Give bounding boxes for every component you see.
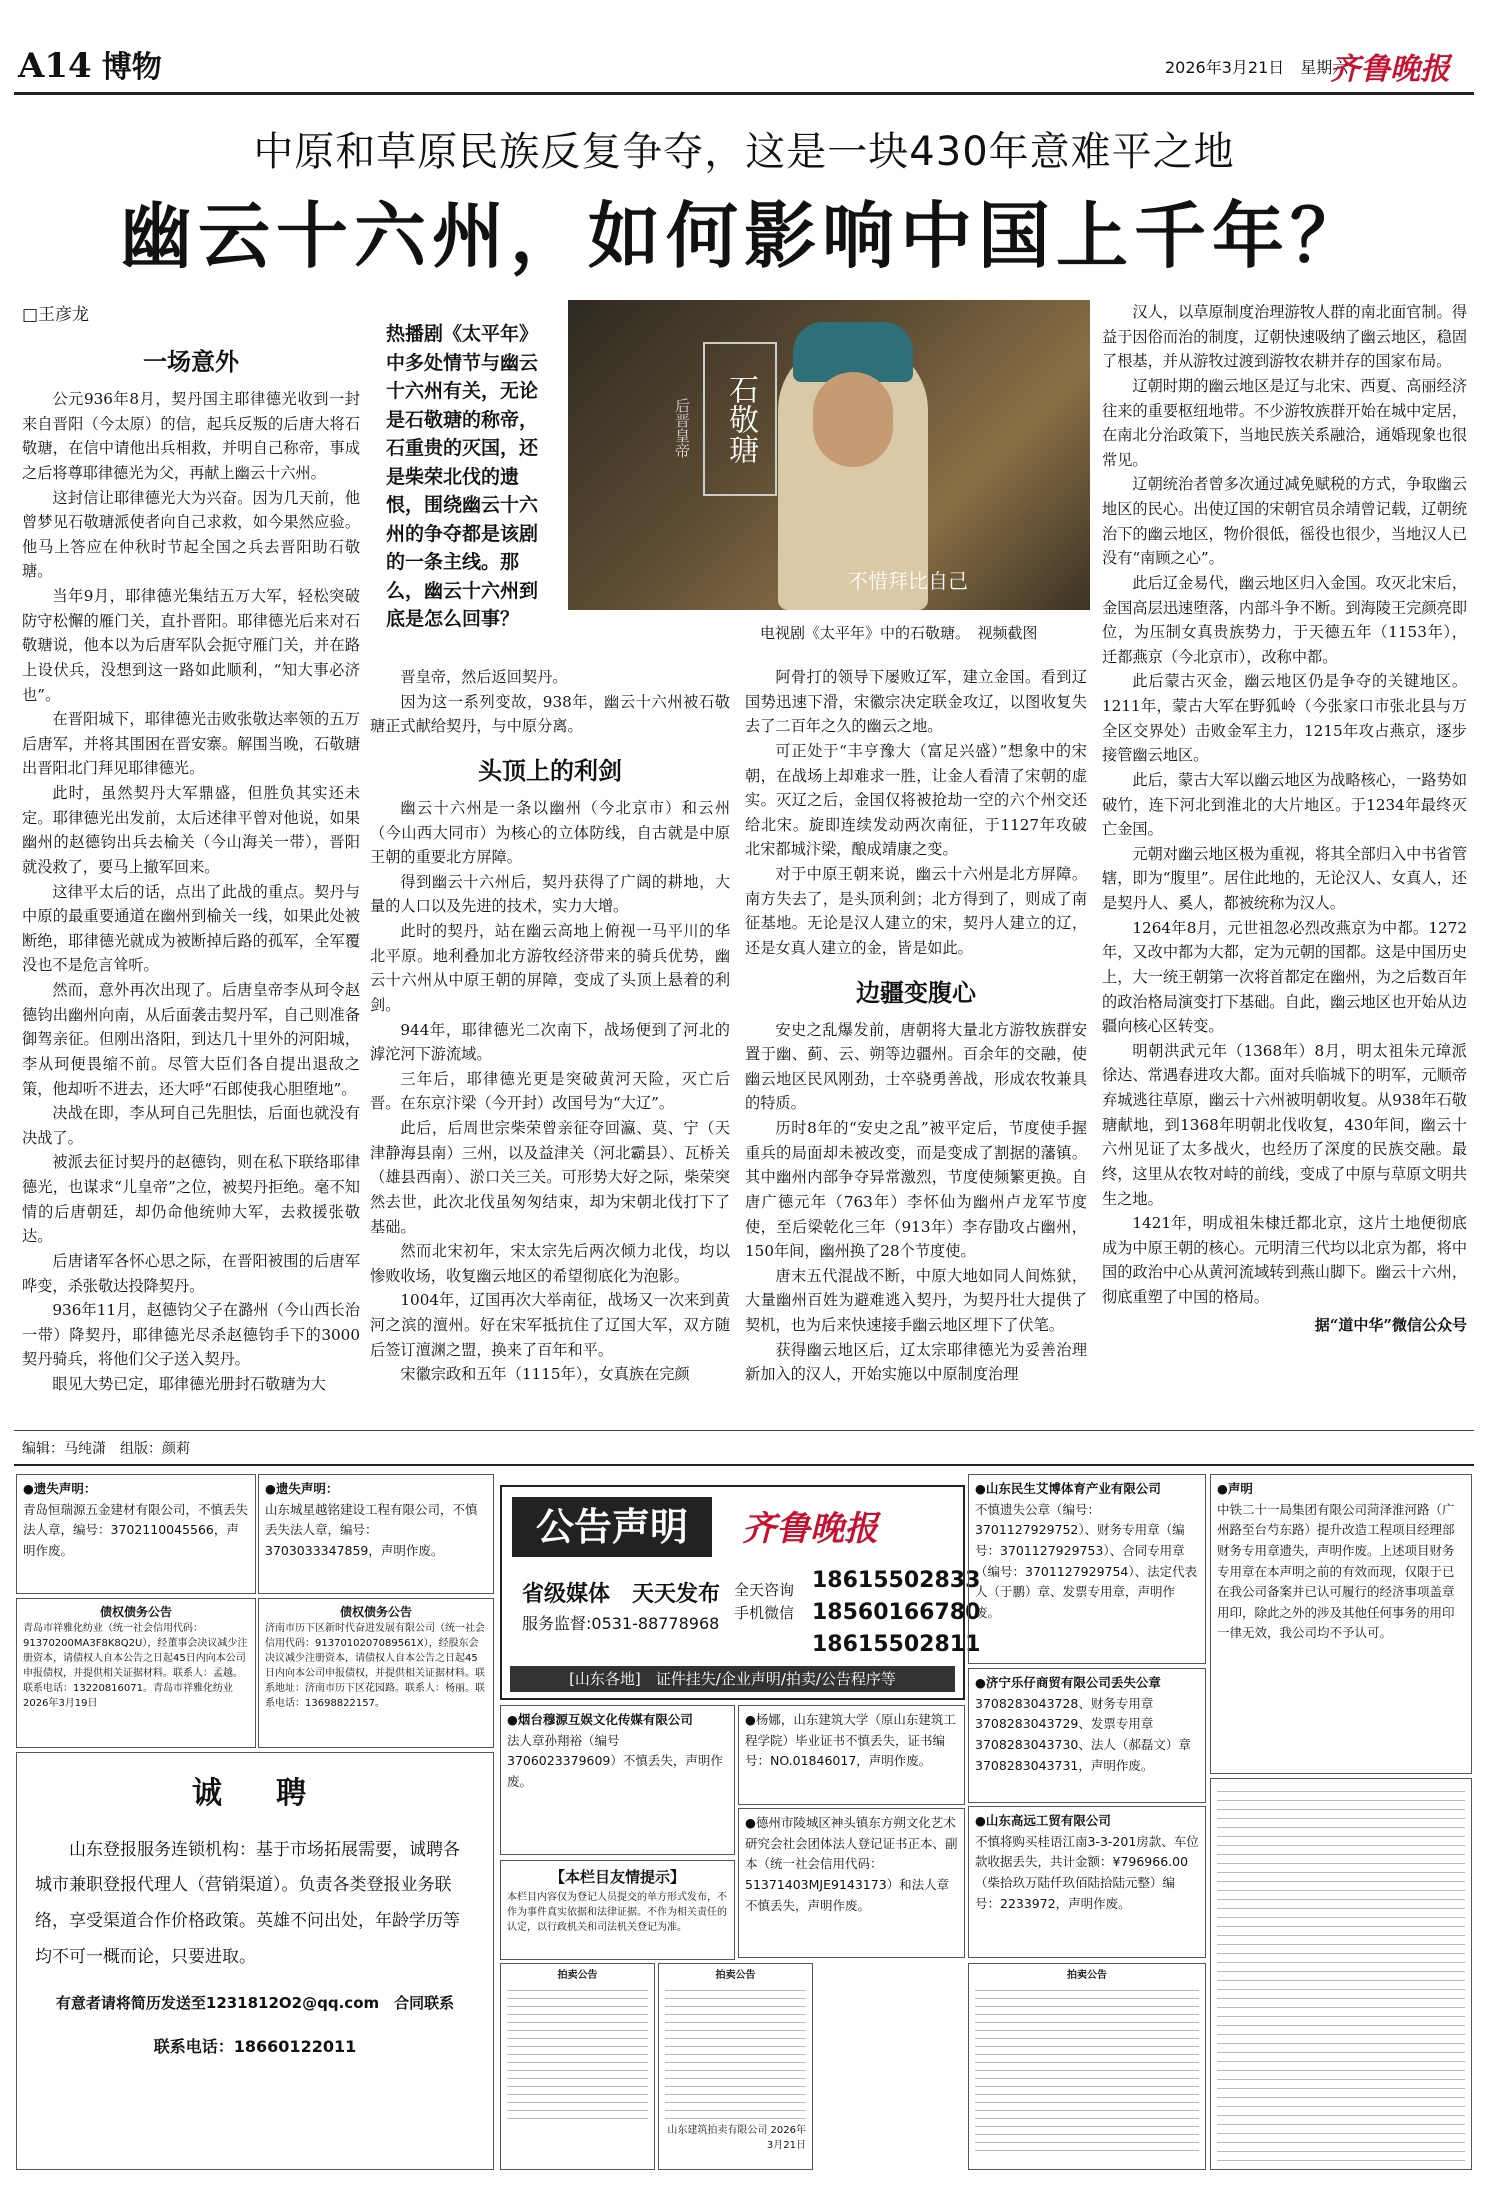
ad-lost-seals-minsheng [968, 1474, 1206, 1664]
article-column-1 [22, 342, 360, 1397]
ad-lost-notice-1 [16, 1474, 256, 1594]
paragraph: 此后辽金易代，幽云地区归入金国。攻灭北宋后，金国高层迅速堕落，内部斗争不断。到海陵王完颜亮即位，为压制女真贵族势力，于天德五年（1153年），迁都燕京（今北京市），改称中都。 [1102, 573, 1467, 666]
author-byline: □王彦龙 [22, 305, 90, 325]
article-column-2 [370, 665, 730, 1387]
ad-b1-body: 法人章孙翔裕（编号3706023379609）不慎丢失，声明作废。 [507, 1732, 723, 1789]
ad-2-title: ●遗失声明： [265, 1481, 339, 1496]
auction-note: 山东建筑拍卖有限公司 2026年3月21日 [667, 2125, 806, 2151]
section-title-3: 边疆变腹心 [856, 977, 976, 1007]
page-section-header [18, 42, 162, 86]
paragraph: 后唐诸军各怀心思之际，在晋阳被围的后唐军哗变，杀张敬达投降契丹。 [22, 1251, 360, 1295]
paragraph: 获得幽云地区后，辽太宗耶律德光为妥善治理新加入的汉人，开始实施以中原制度治理 [745, 1340, 1087, 1384]
dense-notice-text [1217, 1783, 1465, 2163]
pullquote: 热播剧《太平年》中多处情节与幽云十六州有关，无论是石敬瑭的称帝，石重贵的灭国，还是柴荣北伐的遗恨，围绕幽云十六州的争夺都是该剧的一条主线。那么，幽云十六州到底是怎么回事？ [386, 323, 539, 630]
headline-subtitle: 中原和草原民族反复争夺，这是一块430年意难平之地 [253, 129, 1235, 175]
section-title-1: 一场意外 [143, 347, 239, 376]
section-title-2: 头顶上的利剑 [478, 755, 622, 785]
ad-c3-title: ●山东高远工贸有限公司 [975, 1813, 1111, 1828]
ad-auction-1 [500, 1963, 655, 2170]
ad-lost-association-cert [738, 1808, 965, 1958]
paragraph: 然而，意外再次出现了。后唐皇帝李从珂令赵德钧出幽州向南，从后面袭击契丹军，自己则准备御驾亲征。但刚出洛阳，到达几十里外的河阳城，李从珂便畏缩不前。尽管大臣们各自提出退敌之策，他却听不进去，还大呼“石郎使我心胆堕地”。 [22, 981, 360, 1098]
ads-top-rule [14, 1464, 1474, 1466]
banner-service-phone: 服务监督:0531-88778968 [522, 1614, 720, 1633]
photo-title-stamp: 后晋皇帝 [673, 398, 691, 458]
ad-debt-notice-1 [16, 1598, 256, 1748]
column-3-paragraphs-a [745, 665, 1087, 961]
ad-lost-notice-2 [258, 1474, 494, 1594]
paragraph: 幽云十六州是一条以幽州（今北京市）和云州（今山西大同市）为核心的立体防线，自古就是中原王朝的重要北方屏障。 [370, 798, 730, 867]
banner-slogan: 省级媒体 天天发布 [522, 1582, 721, 1607]
paragraph: 汉人，以草原制度治理游牧人群的南北面官制。得益于因俗而治的制度，辽朝快速吸纳了幽云地区，稳固了根基，并从游牧过渡到游牧农耕并存的国家布局。 [1102, 303, 1467, 371]
paragraph: 1004年，辽国再次大举南征，战场又一次来到黄河之滨的澶州。好在宋军抵抗住了辽国大军，双方随后签订澶渊之盟，换来了百年和平。 [370, 1291, 730, 1359]
auction-2-title: 拍卖公告 [715, 1970, 756, 1981]
article-source: 据“道中华”微信公众号 [1314, 1315, 1467, 1334]
editor-credit: 编辑：马纯潇 组版：颜莉 [22, 1441, 190, 1457]
banner-phone-label: 全天咨询 手机微信 [734, 1581, 795, 1622]
paragraph: 这封信让耶律德光大为兴奋。因为几天前，他曾梦见石敬瑭派使者向自己求救，如今果然应验。他马上答应在仲秋时节起全国之兵去晋阳助石敬瑭。 [22, 488, 360, 581]
ad-debt-notice-2 [258, 1598, 494, 1748]
paragraph: 唐末五代混战不断，中原大地如同人间炼狱，大量幽州百姓为避难逃入契丹，为契丹壮大提供了契机，也为后来快速接手幽云地区埋下了伏笔。 [745, 1266, 1087, 1334]
ad-c2-body: 3708283043728、财务专用章3708283043729、发票专用章3708283043730、法人（郝磊文）章3708283043731，声明作废。 [975, 1695, 1191, 1773]
recruit-phone: 联系电话：18660122011 [153, 2037, 357, 2056]
ad-c1-body: 不慎遗失公章（编号：3701127929752）、财务专用章（编号：3701127929753）、合同专用章（编号：3701127929754）、法定代表人（于鹏）章、发票专用章，声明作废。 [975, 1501, 1198, 1620]
paragraph: 明朝洪武元年（1368年）8月，明太祖朱元璋派徐达、常遇春进攻大都。面对兵临城下的明军，元顺帝弃城逃往草原，幽云十六州被明朝收复。从938年石敬瑭献地，到1368年明朝北伐收复，430年间，幽云十六州见证了太多战火，也经历了深度的民族交融。最终，这里从农牧对峙的前线，变成了中原与草原文明共生之地。 [1102, 1041, 1467, 1208]
newspaper-logo: 齐鲁晚报 [1330, 52, 1450, 87]
ad-b2-body: ●杨娜，山东建筑大学（原山东建筑工程学院）毕业证书不慎丢失，证书编号：NO.01846017，声明作废。 [745, 1712, 956, 1769]
paragraph: 然而北宋初年，宋太宗先后两次倾力北伐，均以惨败收场，收复幽云地区的希望彻底化为泡影。 [370, 1242, 730, 1285]
banner-title: 公告声明 [512, 1497, 712, 1557]
paragraph: 此后，蒙古大军以幽云地区为战略核心，一路势如破竹，连下河北到淮北的大片地区。于1234年最终灭亡金国。 [1102, 770, 1467, 839]
paragraph: 被派去征讨契丹的赵德钧，则在私下联络耶律德光，也谋求“儿皇帝”之位，被契丹拒绝。毫不知情的后唐朝廷，却仍命他统帅大军，去救援张敬达。 [22, 1153, 360, 1246]
notice-banner [500, 1485, 981, 1700]
paragraph: 因为这一系列变故，938年，幽云十六州被石敬瑭正式献给契丹，与中原分离。 [370, 692, 730, 736]
banner-phone: 18560166780 [812, 1599, 981, 1625]
ad-1-title: ●遗失声明： [23, 1481, 97, 1496]
paragraph: 公元936年8月，契丹国主耶律德光收到一封来自晋阳（今太原）的信，起兵反叛的后唐大将石敬瑭，在信中请他出兵相救，并明自己称帝，事成之后将尊耶律德光为父，再献上幽云十六州。 [22, 390, 360, 482]
ad-auction-2 [658, 1963, 813, 2170]
column-4-paragraphs [1102, 300, 1467, 1310]
tips-title: 【本栏目友情提示】 [549, 1868, 685, 1886]
paragraph: 当年9月，耶律德光集结五万大军，轻松突破防守松懈的雁门关，直扑晋阳。耶律德光后来对石敬瑭说，他本以为后唐军队会扼守雁门关，并在路上设伏兵，没想到这一路如此顺利，“知大事必济也”。 [22, 587, 360, 704]
ad-4-title: 债权债务公告 [339, 1605, 412, 1619]
paragraph: 决战在即，李从珂自己先胆怯，后面也就没有决战了。 [22, 1104, 360, 1147]
paragraph: 晋皇帝，然后返回契丹。 [400, 668, 568, 686]
auction-1-title: 拍卖公告 [557, 1970, 598, 1981]
paragraph: 此时，虽然契丹大军鼎盛，但胜负其实还未定。耶律德光出发前，太后述律平曾对他说，如果幽州的赵德钧出兵去榆关（今山海关一带），晋阳就没救了，要马上撤军回来。 [22, 784, 360, 876]
headline-title: 幽云十六州，如何影响中国上千年？ [119, 193, 1368, 278]
banner-phone: 18615502811 [812, 1631, 981, 1657]
paragraph: 这律平太后的话，点出了此战的重点。契丹与中原的最重要通道在幽州到榆关一线，如果此处被断绝，耶律德光就成为被断掉后路的孤军，全军覆没也不是危言耸听。 [22, 882, 360, 975]
ad-b1-title: ●烟台穆源互娱文化传媒有限公司 [507, 1712, 693, 1727]
ad-c2-title: ●济宁乐仔商贸有限公司丢失公章 [975, 1675, 1161, 1690]
paragraph: 三年后，耶律德光更是突破黄河天险，灭亡后晋。在东京汴梁（今开封）改国号为“大辽”。 [370, 1069, 730, 1113]
ad-d1-title: ●声明 [1217, 1481, 1253, 1496]
ad-3-body: 青岛市祥雅化纺业（统一社会信用代码：91370200MA3F8K8Q2U），经董事会决议减少注册资本，请债权人自本公告之日起45日内向本公司申报债权，并提供相关证据材料。联系人：孟越。联系电话：13220816071。青岛市祥雅化纺业 2026年3月19日 [23, 1623, 248, 1709]
ad-lost-diploma [738, 1705, 965, 1805]
column-3-paragraphs-b [745, 1018, 1087, 1387]
paragraph: 辽朝时期的幽云地区是辽与北宋、西夏、高丽经济往来的重要枢纽地带。不少游牧族群开始在城中定居，在南北分治政策下，当地民族关系融洽，通婚现象也很常见。 [1102, 376, 1467, 469]
paragraph: 此后蒙古灭金，幽云地区仍是争夺的关键地区。1211年，蒙古大军在野狐岭（今张家口市张北县与万全区交界处）击败金军主力，1215年攻占燕京，逐步接管幽云地区。 [1102, 672, 1467, 765]
ad-d1-body: 中铁二十一局集团有限公司菏泽淮河路（广州路至台芍东路）提升改造工程项目经理部财务专用章遗失，声明作废。上述项目财务专用章在本声明之前的有效而现，仅限于已在我公司备案并已认可履行的经济事项盖章用印，除此之外的涉及其他任何事务的用印一律无效，我公司均不予认可。 [1217, 1501, 1455, 1641]
paragraph: 在晋阳城下，耶律德光击败张敬达率领的五万后唐军，并将其围困在晋安寨。解围当晚，石敬瑭出晋阳北门拜见耶律德光。 [22, 710, 360, 778]
ad-4-body: 济南市历下区新时代奋进发展有限公司（统一社会信用代码：9137010207089561X），经股东会决议减少注册资本，请债权人自本公告之日起45日内向本公司申报债权，并提供相关证据材料。联系地址：济南市历下区花园路。联系人：杨丽。联系电话：13698822157。 [265, 1623, 485, 1709]
auction-1-text [507, 1983, 648, 2123]
paragraph: 可正处于“丰亨豫大（富足兴盛）”想象中的宋朝，在战场上却难求一胜，让金人看清了宋朝的虚实。灭辽之后，金国仅将被抢劫一空的六个州交还给北宋。旋即连续发动两次南征，于1127年攻破北宋都城汴梁，酿成靖康之变。 [745, 741, 1087, 859]
page-number: A14 [18, 46, 92, 86]
recruit-body: 山东登报服务连锁机构：基于市场拓展需要，诚聘各城市兼职登报代理人（营销渠道）。负责各类登报业务联络，享受渠道合作价格政策。英雄不问出处，年龄学历等均不可一概而论，只要进取。 [35, 1839, 460, 1967]
ad-lost-receipt-gaoyuan [968, 1806, 1206, 1958]
photo-shi-jingtang [568, 300, 1090, 610]
photo-name-stamp: 石敬瑭 [703, 342, 777, 496]
ad-c3-body: 不慎将购买桂语江南3-3-201房款、车位款收据丢失，共计金额：¥796966.00（柴拾玖万陆仟玖佰陆拾陆元整）编号：2233972，声明作废。 [975, 1833, 1199, 1911]
auction-3-text [975, 1983, 1199, 2153]
paragraph: 对于中原王朝来说，幽云十六州是北方屏障。南方失去了，是头顶利剑；北方得到了，则成了南征基地。无论是汉人建立的宋，契丹人建立的辽，还是女真人建立的金，皆是如此。 [745, 865, 1087, 957]
auction-2-text [665, 1983, 806, 2123]
ad-c1-title: ●山东民生艾博体育产业有限公司 [975, 1481, 1161, 1496]
photo-subtitle: 不惜拜比自己 [848, 569, 968, 593]
auction-3-title: 拍卖公告 [1067, 1970, 1107, 1981]
ad-recruitment [16, 1752, 494, 2170]
paragraph: 936年11月，赵德钧父子在潞州（今山西长治一带）降契丹，耶律德光尽杀赵德钧手下的3000契丹骑兵，将他们父子送入契丹。 [22, 1301, 360, 1369]
recruit-title: 诚 聘 [192, 1776, 318, 1811]
header-divider [14, 92, 1474, 95]
ad-2-body: 山东城星越铭建设工程有限公司，不慎丢失法人章，编号：3703033347859，声明作废。 [265, 1501, 478, 1558]
article-bottom-rule [14, 1430, 1474, 1431]
paragraph: 眼见大势已定，耶律德光册封石敬瑭为大 [52, 1375, 326, 1393]
paragraph: 944年，耶律德光二次南下，战场便到了河北的滹沱河下游流域。 [370, 1020, 730, 1064]
paragraph: 宋徽宗政和五年（1115年），女真族在完颜 [400, 1365, 690, 1384]
paragraph: 此时的契丹，站在幽云高地上俯视一马平川的华北平原。地利叠加北方游牧经济带来的骑兵优势，幽云十六州从中原王朝的屏障，变成了头顶上悬着的利剑。 [370, 922, 730, 1014]
paragraph: 得到幽云十六州后，契丹获得了广阔的耕地，大量的人口以及先进的技术，实力大增。 [370, 872, 730, 916]
paragraph: 1264年8月，元世祖忽必烈改燕京为中都。1272年，又改中都为大都，定为元朝的国都。这是中国历史上，大一统王朝第一次将首都定在幽州，为之后数百年的政治格局演变打下基础。自此，幽云地区也开始从边疆向核心区转变。 [1102, 918, 1467, 1036]
ad-1-body: 青岛恒瑞源五金建材有限公司，不慎丢失法人章，编号：3702110045566，声明作废。 [23, 1501, 249, 1558]
article-column-3 [745, 665, 1087, 1387]
ad-dense-notice [1210, 1778, 1472, 2170]
banner-footer: [山东各地] 证件挂失/企业声明/拍卖/公告程序等 [510, 1666, 955, 1692]
article-column-4 [1102, 300, 1467, 1335]
paragraph: 安史之乱爆发前，唐朝将大量北方游牧族群安置于幽、蓟、云、朔等边疆州。百余年的交融，使幽云地区民风刚劲，士卒骁勇善战，形成农牧兼具的特质。 [745, 1020, 1087, 1113]
paragraph: 元朝对幽云地区极为重视，将其全部归入中书省管辖，即为“腹里”。居住此地的，无论汉人、女真人，还是契丹人、奚人，都被统称为汉人。 [1102, 844, 1467, 912]
ad-b3-body: ●德州市陵城区神头镇东方朔文化艺术研究会社会团体法人登记证书正本、副本（统一社会信用代码：51371403MJE9143173）和法人章不慎丢失，声明作废。 [745, 1815, 958, 1913]
banner-phone-list [812, 1565, 980, 1661]
issue-date: 2026年3月21日 星期六 [1165, 58, 1349, 77]
column-2-paragraphs-b [370, 796, 730, 1387]
ad-auction-3 [968, 1963, 1206, 2170]
ad-3-title: 债权债务公告 [99, 1605, 172, 1619]
section-name: 博物 [101, 50, 162, 85]
tips-body: 本栏目内容仅为登记人员提交的单方形式发布，不作为事件真实依据和法律证据。不作为相关责任的认定，以行政机关和司法机关登记为准。 [507, 1891, 727, 1933]
paragraph: 此后，后周世宗柴荣曾亲征夺回瀛、莫、宁（天津静海县南）三州，以及益津关（河北霸县）、瓦桥关（雄县西南）、淤口关三关。可形势大好之际，柴荣突然去世，此次北伐虽匆匆结束，却为宋朝北伐打下了基础。 [370, 1119, 730, 1236]
figure-face [813, 372, 893, 467]
column-1-paragraphs [22, 387, 360, 1397]
banner-phone: 18615502833 [812, 1568, 981, 1593]
ad-statement-crcc [1210, 1474, 1472, 1774]
recruit-email: 有意者请将简历发送至1231812O2@qq.com 合同联系 [55, 1994, 455, 2013]
banner-logo: 齐鲁晚报 [742, 1509, 878, 1549]
photo-caption: 电视剧《太平年》中的石敬瑭。 视频截图 [760, 624, 1038, 642]
column-2-paragraphs-a [370, 665, 730, 739]
paragraph: 1421年，明成祖朱棣迁都北京，这片土地便彻底成为中原王朝的核心。元明清三代均以北京为都，将中国的政治中心从黄河流域转到燕山脚下。幽云十六州，彻底重塑了中国的格局。 [1102, 1214, 1467, 1306]
ad-tips [500, 1860, 735, 1960]
ad-lost-seals-jining [968, 1668, 1206, 1803]
paragraph: 阿骨打的领导下屡败辽军，建立金国。看到辽国势迅速下滑，宋徽宗决定联金攻辽，以图收复失去了二百年之久的幽云之地。 [745, 668, 1087, 736]
paragraph: 历时8年的“安史之乱”被平定后，节度使手握重兵的局面却未被改变，而是变成了割据的藩镇。其中幽州内部争夺异常激烈，节度使频繁更换。自唐广德元年（763年）李怀仙为幽州卢龙军节度使，至后梁乾化三年（913年）李存勖攻占幽州，150年间，幽州换了28个节度使。 [745, 1119, 1087, 1261]
paragraph: 辽朝统治者曾多次通过减免赋税的方式，争取幽云地区的民心。出使辽国的宋朝官员余靖曾记载，辽朝统治下的幽云地区，物价很低，徭役也很少，当地汉人已没有“南顾之心”。 [1102, 475, 1467, 568]
ad-lost-seal-yantai [500, 1705, 735, 1855]
